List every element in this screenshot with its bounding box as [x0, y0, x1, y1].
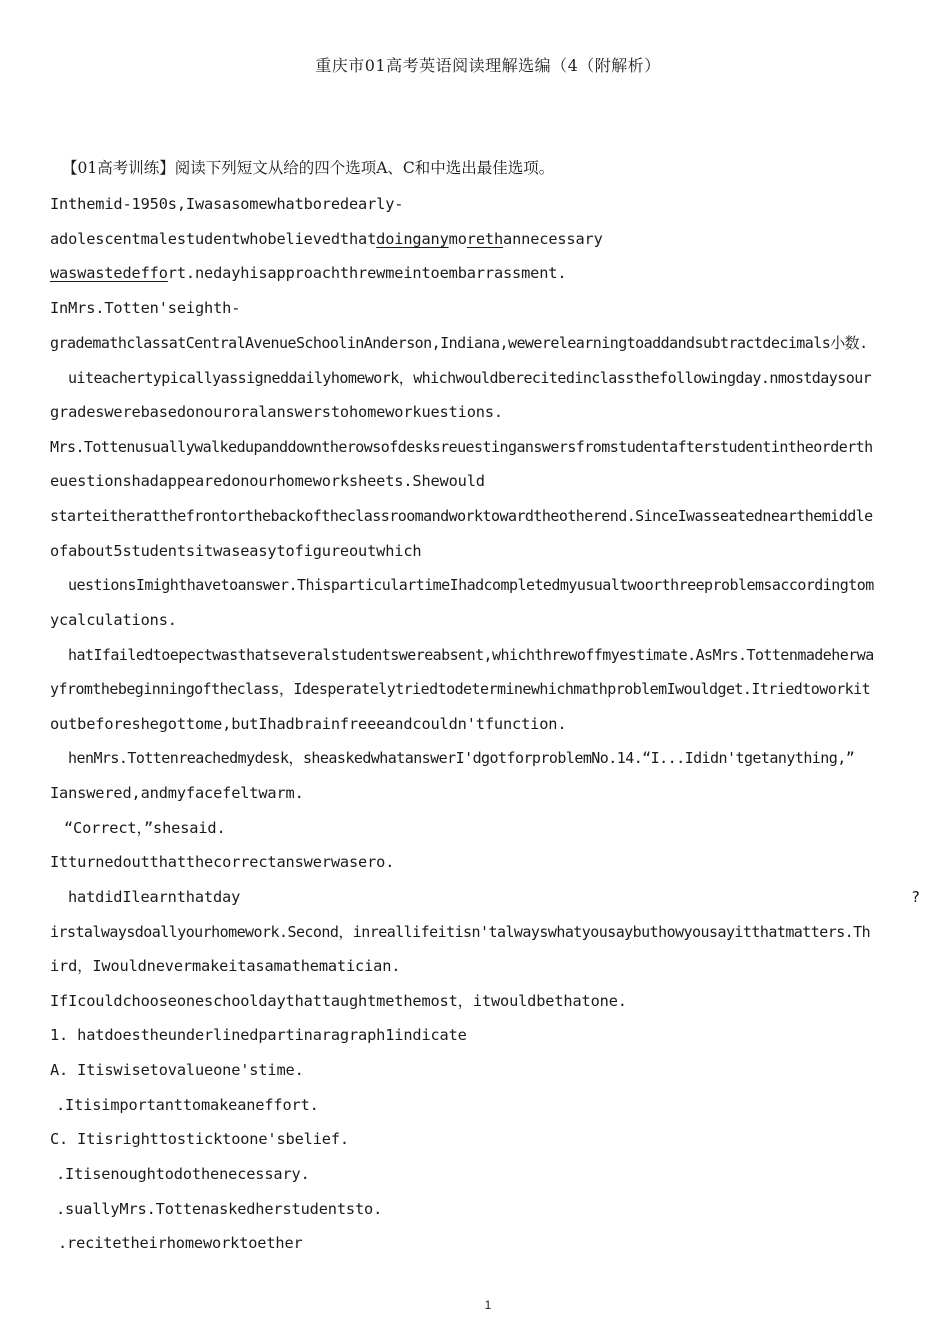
question-1-option-a: A. Itiswisetovalueone'stime. — [50, 1061, 304, 1079]
passage-line: ofabout5studentsitwaseasytofigureoutwhich — [50, 542, 422, 560]
text-run: ary — [575, 230, 603, 248]
passage-line: grademathclassatCentralAvenueSchoolinAnderson,Indiana,wewerelearningtoaddandsubtractdecimals小数. — [50, 334, 868, 352]
passage-line: Itturnedoutthatthecorrectanswerwasero. — [50, 853, 395, 871]
passage-line: uiteachertypicallyassigneddailyhomework，whichwouldberecitedinclassthefollowingday.nmostdaysour — [68, 369, 872, 387]
passage-line: outbeforeshegottome,butIhadbrainfreeeandcouldn'tfunction. — [50, 715, 567, 733]
underlined-phrase: doingany — [376, 230, 449, 248]
question-1-option-b: .Itisimportanttomakeaneffort. — [56, 1096, 319, 1114]
underlined-phrase: deffo — [122, 264, 168, 282]
passage-line — [68, 887, 920, 907]
question-2-option-a: .recitetheirhomeworktoether — [58, 1234, 303, 1252]
underlined-phrase: waswaste — [50, 264, 123, 282]
passage-line: IfIcouldchooseoneschooldaythattaughtmethemost，itwouldbethatone. — [50, 992, 627, 1010]
text-run: mo — [448, 230, 467, 248]
passage-line: hatIfailedtoepectwasthatseveralstudentswereabsent,whichthrewoffmyestimate.AsMrs.Tottenmadeherwa — [68, 646, 874, 664]
question-1-stem: 1. hatdoestheunderlinedpartinaragraph1indicate — [50, 1026, 467, 1044]
passage-line: ycalculations. — [50, 611, 177, 629]
passage-line: Ianswered,andmyfacefeltwarm. — [50, 784, 304, 802]
passage-line: “Correct，”shesaid. — [64, 819, 226, 837]
passage-line: gradeswerebasedonouroralanswerstohomeworkuestions. — [50, 403, 503, 421]
passage-line: Inthemid-1950s,Iwasasomewhatboredearly- — [50, 195, 404, 213]
passage-line: euestionshadappearedonourhomeworksheets.Shewould — [50, 472, 485, 490]
passage-line — [50, 263, 928, 283]
text-run: rt.nedayhisapproachthrewmeintoembarrassment. — [167, 264, 567, 282]
passage-line: yfromthebeginningoftheclass，IdesperatelytriedtodeterminewhichmathproblemIwouldget.Itriedtoworkit — [50, 680, 871, 698]
question-1-option-d: .Itisenoughtodothenecessary. — [56, 1165, 310, 1183]
passage-line: starteitheratthefrontorthebackoftheclassroomandworktowardtheotherend.SinceIwasseatednearthemiddle — [50, 507, 873, 525]
passage-line: uestionsImighthavetoanswer.ThisparticulartimeIhadcompletedmyusualtwoorthreeproblemsaccordingtom — [68, 576, 874, 594]
page-number: 1 — [484, 1298, 492, 1312]
text-run: hatdidIlearnthatday — [68, 888, 241, 906]
passage-line — [50, 229, 928, 249]
text-run: annecess — [503, 230, 576, 248]
passage-line: irstalwaysdoallyourhomework.Second，inreallifeitisn'talwayswhatyousaybuthowyousayitthatmatters.Th — [50, 923, 871, 941]
question-1-option-c: C. Itisrighttosticktoone'sbelief. — [50, 1130, 349, 1148]
underlined-phrase: reth — [466, 230, 504, 248]
intro-instruction: 【01高考训练】阅读下列短文从给的四个选项A、C和中选出最佳选项。 — [62, 159, 555, 177]
passage-line: InMrs.Totten'seighth- — [50, 299, 241, 317]
passage-line: ird，Iwouldnevermakeitasamathematician. — [50, 957, 401, 975]
question-mark: ? — [910, 888, 920, 906]
passage-line: Mrs.Tottenusuallywalkedupanddowntherowsofdesksreuestinganswersfromstudentafterstudentintheorderth — [50, 438, 873, 456]
text-run: adolescentmalestudentwhobelievedthat — [50, 230, 377, 248]
question-2-stem: .suallyMrs.Tottenaskedherstudentsto. — [56, 1200, 383, 1218]
passage-line: henMrs.Tottenreachedmydesk，sheaskedwhatanswerI'dgotforproblemNo.14.“I...Ididn'tgetanything,” — [68, 749, 855, 767]
document-title: 重庆市01高考英语阅读理解选编（4（附解析） — [315, 56, 661, 75]
